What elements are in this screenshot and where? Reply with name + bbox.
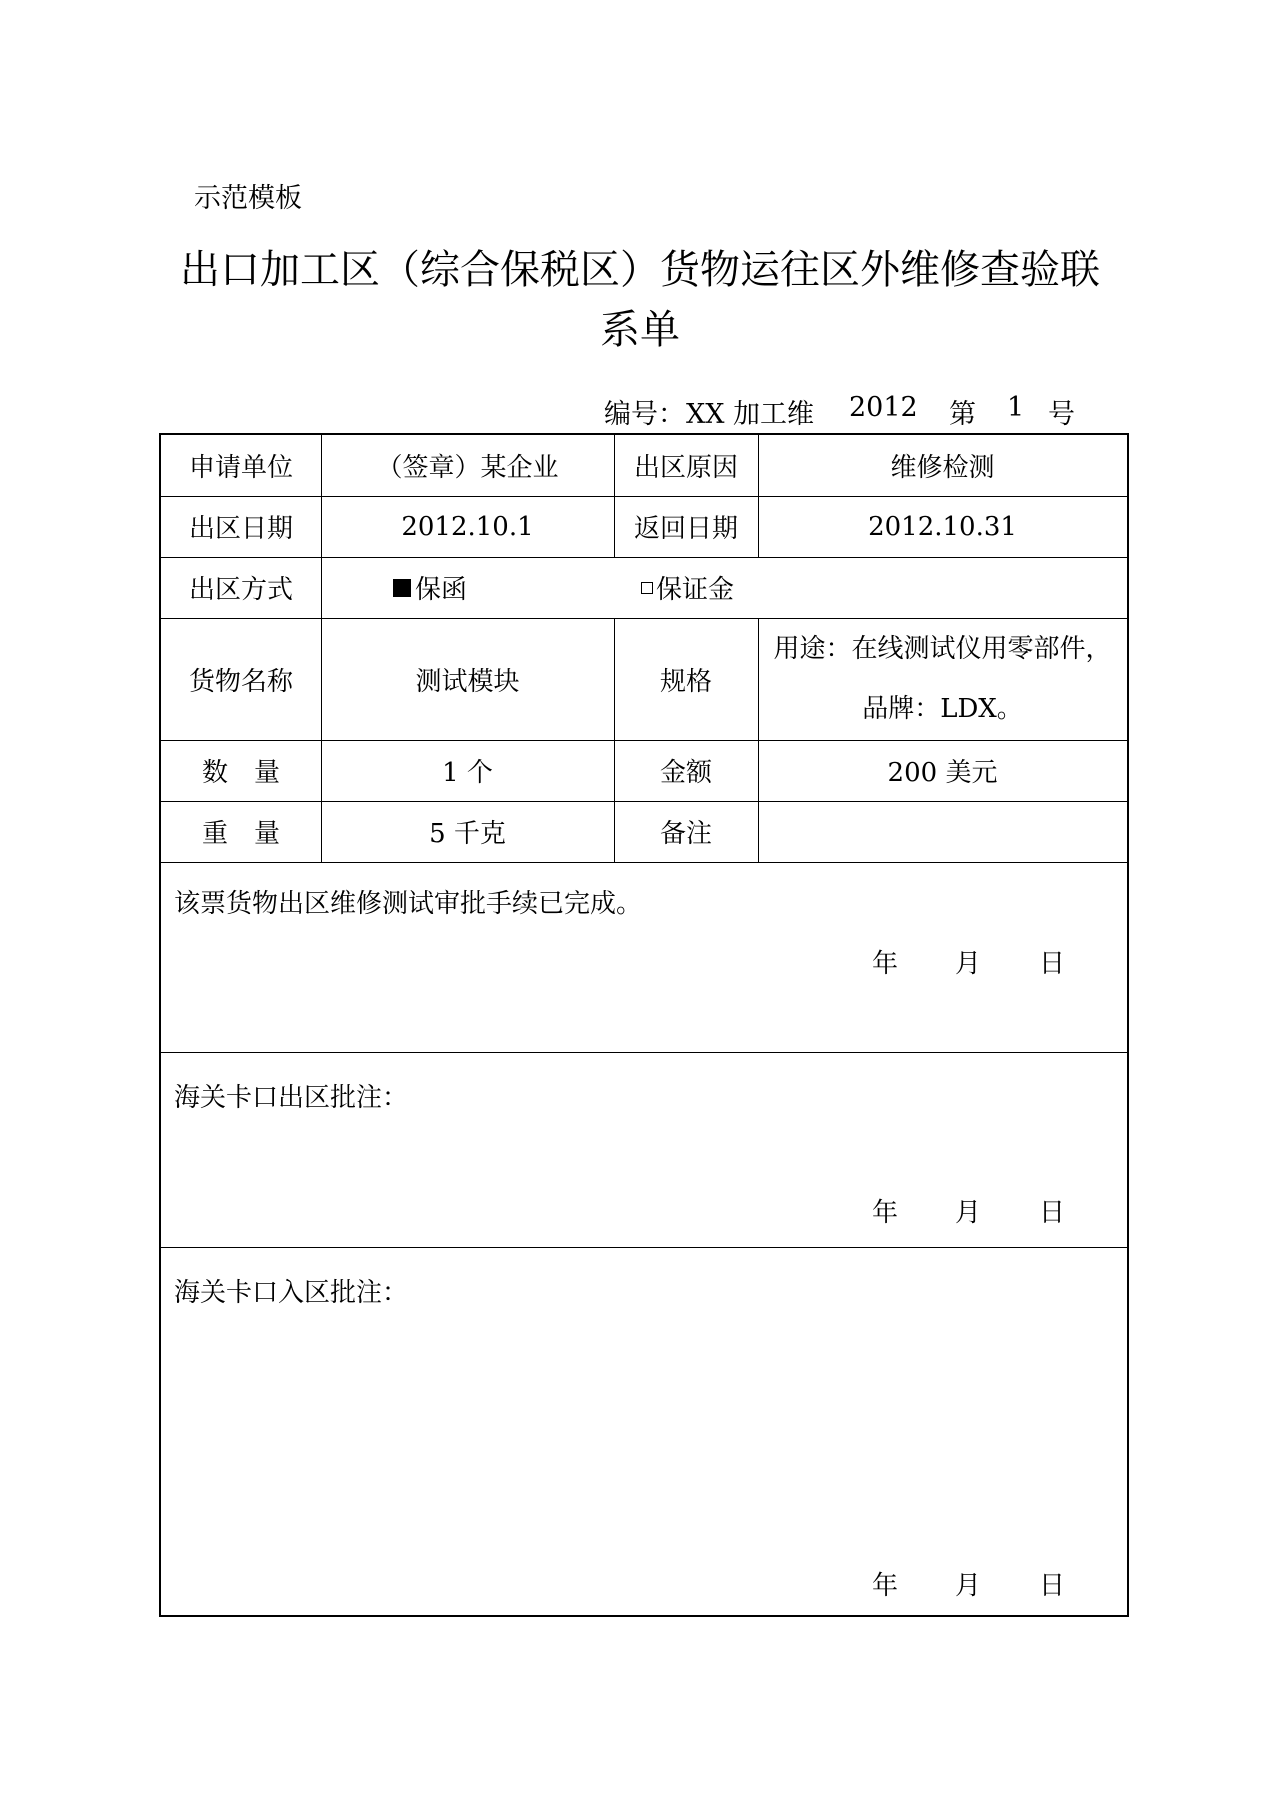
exit-method-option1-label: 保函: [415, 575, 468, 605]
section-divider: [161, 1052, 1127, 1053]
return-date-label: 返回日期: [633, 514, 738, 544]
serial-year: 2012: [849, 392, 918, 423]
entry-annotation-label: 海关卡口入区批注：: [174, 1278, 409, 1308]
template-label: 示范模板: [194, 183, 302, 214]
exit-method-option2-label: 保证金: [656, 575, 735, 605]
form-title-line1: 出口加工区（综合保税区）货物运往区外维修查验联: [180, 247, 1100, 293]
date-month: 月: [955, 1571, 982, 1601]
amount-label: 金额: [659, 758, 712, 788]
row-divider: [161, 862, 1127, 863]
exit-method-label: 出区方式: [188, 575, 293, 605]
serial-code: XX 加工维: [686, 399, 815, 430]
checked-box-icon: [393, 579, 411, 597]
applicant-label: 申请单位: [188, 453, 293, 483]
date-year: 年: [872, 1198, 899, 1228]
goods-name-value: 测试模块: [415, 666, 520, 697]
weight-value: 5 千克: [429, 819, 506, 849]
form-table: [159, 433, 1129, 1617]
serial-number-value: 1: [1007, 392, 1025, 423]
approval-statement: 该票货物出区维修测试审批手续已完成。: [174, 889, 643, 919]
return-date-value: 2012.10.31: [868, 511, 1017, 542]
spec-value-line2: 品牌：LDX。: [862, 694, 1023, 724]
exit-method-option-deposit[interactable]: [641, 557, 734, 618]
date-day: 日: [1039, 1198, 1066, 1228]
goods-name-label: 货物名称: [188, 666, 293, 697]
serial-prefix: 编号：: [604, 399, 685, 430]
date-year: 年: [872, 949, 899, 979]
spec-value-line1: 用途：在线测试仪用零部件，: [773, 634, 1112, 664]
form-title-line2: 系单: [600, 307, 680, 353]
quantity-value: 1 个: [442, 758, 493, 788]
spec-label: 规格: [659, 666, 712, 697]
serial-di: 第: [949, 399, 976, 430]
date-month: 月: [955, 949, 982, 979]
section-divider: [161, 1247, 1127, 1248]
reason-label: 出区原因: [633, 453, 738, 483]
date-month: 月: [955, 1198, 982, 1228]
reason-value: 维修检测: [890, 453, 995, 483]
remark-label: 备注: [659, 819, 712, 849]
date-year: 年: [872, 1571, 899, 1601]
exit-date-value: 2012.10.1: [401, 511, 534, 542]
exit-annotation-label: 海关卡口出区批注：: [174, 1083, 409, 1113]
date-day: 日: [1039, 949, 1066, 979]
amount-value: 200 美元: [887, 758, 998, 788]
applicant-value: （签章）某企业: [376, 453, 559, 483]
unchecked-box-icon: [641, 582, 653, 594]
weight-label: 重 量: [201, 819, 280, 849]
exit-date-label: 出区日期: [188, 514, 293, 544]
exit-method-option-guarantee-letter[interactable]: [393, 557, 467, 618]
date-day: 日: [1039, 1571, 1066, 1601]
quantity-label: 数 量: [201, 758, 280, 788]
spec-value: [758, 618, 1127, 740]
remark-value[interactable]: [758, 801, 1127, 862]
serial-hao: 号: [1048, 399, 1075, 430]
